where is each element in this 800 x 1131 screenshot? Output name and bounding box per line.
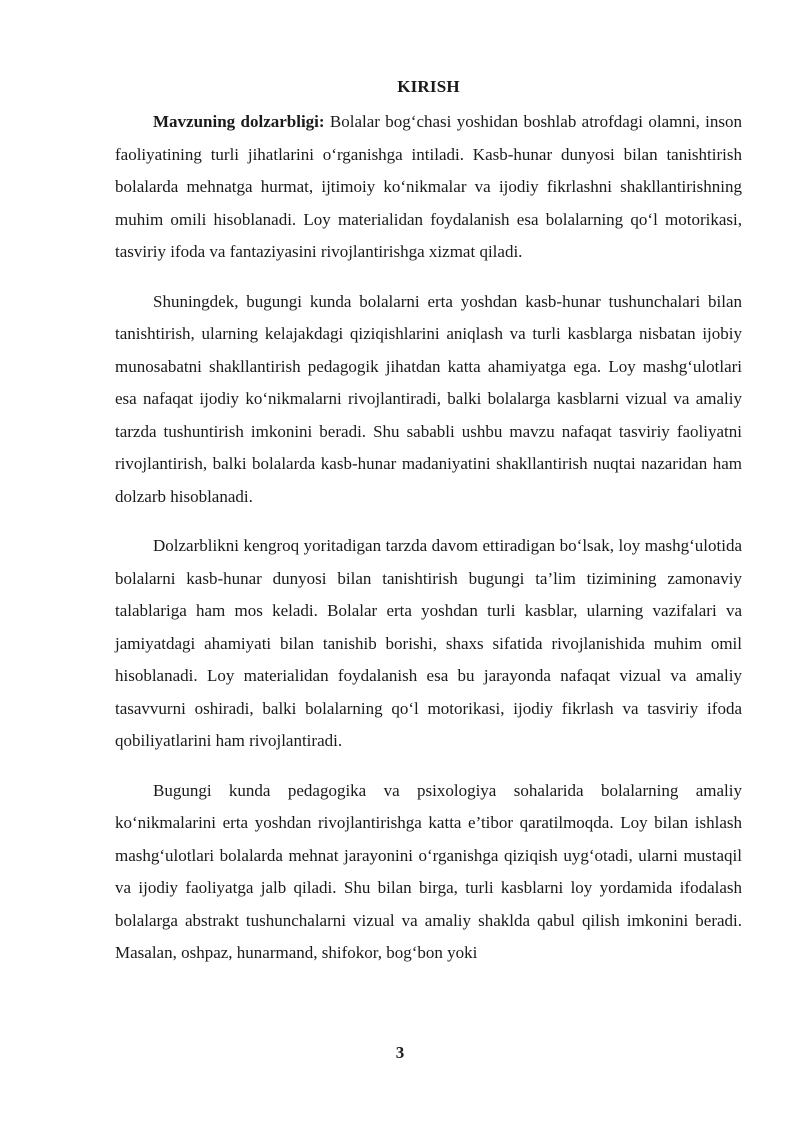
paragraph-text: Bolalar bog‘chasi yoshidan boshlab atrofdagi olamni, inson faoliyatining turli jihatlarini o‘rganishga intiladi. Kasb-hunar dunyosi bilan tanishtirish bolalarda mehnatga hurmat, ijtimoiy ko‘nikmalar va ijodiy fikrlashni shakllantirishning muhim omili hisoblanadi. Loy materialidan foydalanish esa bolalarning qo‘l motorikasi, tasviriy ifoda va fantaziyasini rivojlantirishga xizmat qiladi.: [115, 112, 743, 261]
page-number: 3: [395, 1043, 405, 1062]
paragraph-4: [115, 775, 742, 970]
page-content: [115, 76, 742, 987]
paragraph-relevance: [115, 106, 742, 269]
paragraph-lead: Mavzuning dolzarbligi:: [153, 112, 325, 131]
paragraph-text: Dolzarblikni kengroq yoritadigan tarzda davom ettiradigan bo‘lsak, loy mashg‘ulotida bolalarni kasb-hunar dunyosi bilan tanishtirish bugungi ta’lim tizimining zamonaviy talablariga ham mos keladi. Bolalar erta yoshdan turli kasblar, ularning vazifalari va jamiyatdagi ahamiyati bilan tanishib borishi, shaxs sifatida rivojlanishida muhim omil hisoblanadi. Loy materialidan foydalanish esa bu jarayonda nafaqat vizual va amaliy tasavvurni oshiradi, balki bolalarning qo‘l motorikasi, ijodiy fikrlash va tasviriy ifoda qobiliyatlarini ham rivojlantiradi.: [115, 536, 742, 750]
paragraph-3: [115, 530, 742, 758]
paragraph-2: [115, 286, 742, 514]
paragraph-text: Bugungi kunda pedagogika va psixologiya sohalarida bolalarning amaliy ko‘nikmalarini erta yoshdan rivojlantirishga katta e’tibor qaratilmoqda. Loy bilan ishlash mashg‘ulotlari bolalarda mehnat jarayonini o‘rganishga qiziqish uyg‘otadi, ularni mustaqil va ijodiy faoliyatga jalb qiladi. Shu bilan birga, turli kasblarni loy yordamida ifodalash bolalarga abstrakt tushunchalarni vizual va amaliy shaklda qabul qilish imkonini beradi. Masalan, oshpaz, hunarmand, shifokor, bog‘bon yoki: [115, 780, 742, 962]
section-title: KIRISH: [397, 77, 460, 96]
paragraph-text: Shuningdek, bugungi kunda bolalarni erta yoshdan kasb-hunar tushunchalari bilan tanishtirish, ularning kelajakdagi qiziqishlarini aniqlash va turli kasblarga nisbatan ijobiy munosabatni shakllantirish pedagogik jihatdan katta ahamiyatga ega. Loy mashg‘ulotlari esa nafaqat ijodiy ko‘nikmalarni rivojlantiradi, balki bolalarga kasblarni vizual va amaliy tarzda tushuntirish imkonini beradi. Shu sababli ushbu mavzu nafaqat tasviriy faoliyatni rivojlantirish, balki bolalarda kasb-hunar madaniyatini shakllantirish nuqtai nazaridan ham dolzarb hisoblanadi.: [115, 291, 742, 506]
